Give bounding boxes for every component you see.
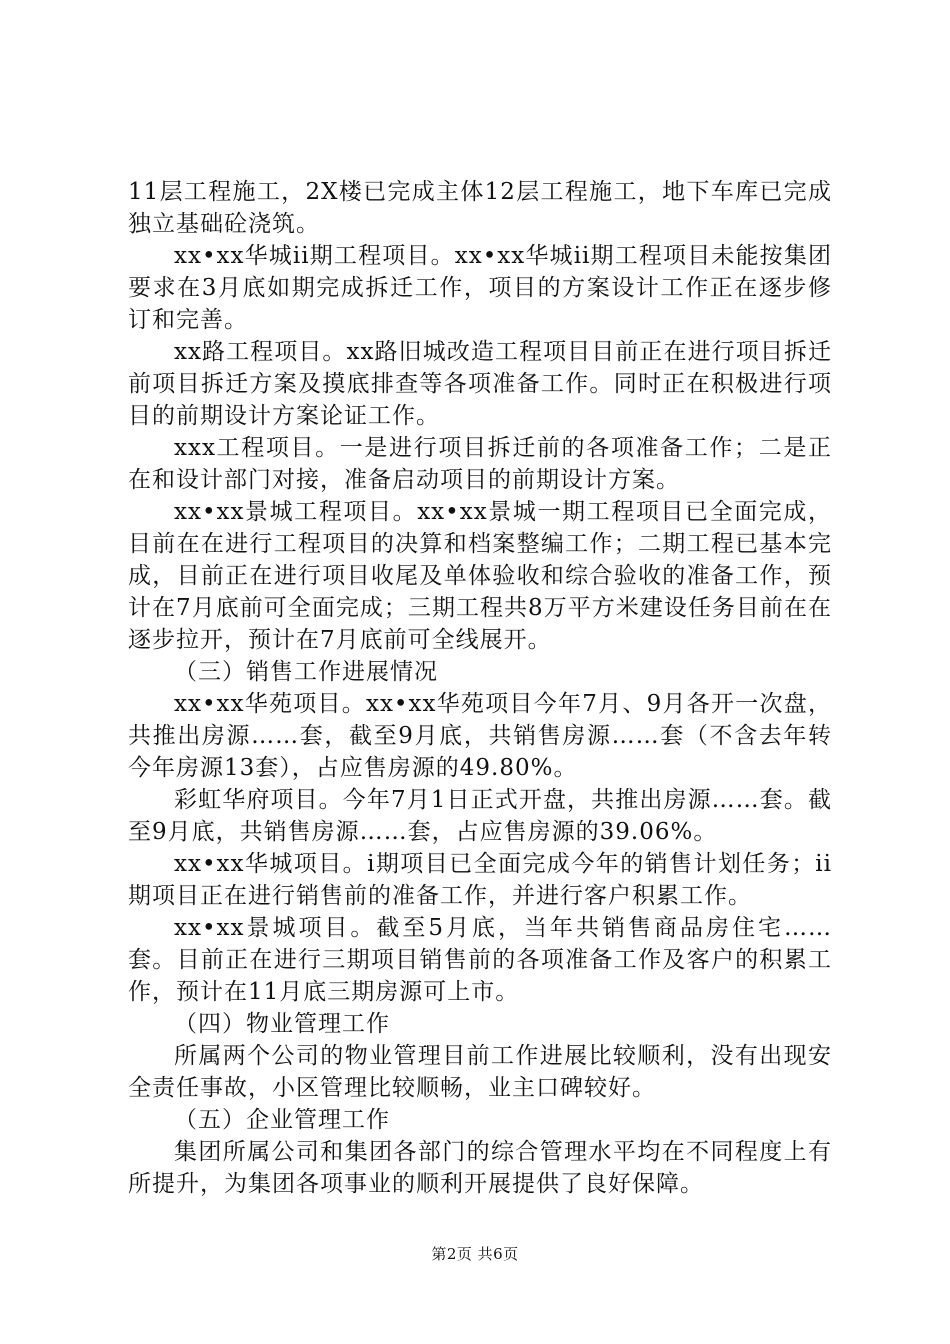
paragraph-xxx-project: xxx工程项目。一是进行项目拆迁前的各项准备工作；二是正在和设计部门对接，准备启动项目的前期设计方案。 bbox=[128, 435, 832, 493]
page-footer: 第2页 共6页 bbox=[431, 1245, 519, 1263]
paragraph-jingcheng-sales: xx•xx景城项目。截至5月底，当年共销售商品房住宅……套。目前正在进行三期项目销售前的各项准备工作及客户的积累工作，预计在11月底三期房源可上市。 bbox=[128, 915, 832, 1005]
paragraph-road-project: xx路工程项目。xx路旧城改造工程项目目前正在进行项目拆迁前项目拆迁方案及摸底排查等各项准备工作。同时正在积极进行项目的前期设计方案论证工作。 bbox=[128, 339, 832, 429]
paragraph-huacheng-ii-project: xx•xx华城ii期工程项目。xx•xx华城ii期工程项目未能按集团要求在3月底如期完成拆迁工作，项目的方案设计工作正在逐步修订和完善。 bbox=[128, 243, 832, 333]
paragraph-huacheng-sales: xx•xx华城项目。i期项目已全面完成今年的销售计划任务；ii期项目正在进行销售前的准备工作，并进行客户积累工作。 bbox=[128, 851, 832, 909]
paragraph-huayuan-sales: xx•xx华苑项目。xx•xx华苑项目今年7月、9月各开一次盘，共推出房源……套，截至9月底，共销售房源……套（不含去年转今年房源13套），占应售房源的49.80%。 bbox=[128, 691, 832, 781]
paragraph-property-management: 所属两个公司的物业管理目前工作进展比较顺利，没有出现安全责任事故，小区管理比较顺畅，业主口碑较好。 bbox=[128, 1043, 832, 1101]
paragraph-caihong-sales: 彩虹华府项目。今年7月1日正式开盘，共推出房源……套。截至9月底，共销售房源……套，占应售房源的39.06%。 bbox=[128, 787, 832, 845]
paragraph-enterprise-management: 集团所属公司和集团各部门的综合管理水平均在不同程度上有所提升，为集团各项事业的顺利开展提供了良好保障。 bbox=[128, 1139, 832, 1197]
paragraph-continuation: 11层工程施工，2X楼已完成主体12层工程施工，地下车库已完成独立基础砼浇筑。 bbox=[128, 179, 832, 237]
section-heading-sales: （三）销售工作进展情况 bbox=[174, 659, 438, 685]
paragraph-jingcheng-project: xx•xx景城工程项目。xx•xx景城一期工程项目已全面完成，目前在在进行工程项目的决算和档案整编工作；二期工程已基本完成，目前正在进行项目收尾及单体验收和综合验收的准备工作，预计在7月底前可全面完成；三期工程共8万平方米建设任务目前在在逐步拉开，预计在7月底前可全线展开。 bbox=[128, 499, 832, 653]
section-heading-property: （四）物业管理工作 bbox=[174, 1011, 390, 1037]
document-body bbox=[128, 176, 832, 1200]
section-heading-enterprise: （五）企业管理工作 bbox=[174, 1107, 390, 1133]
